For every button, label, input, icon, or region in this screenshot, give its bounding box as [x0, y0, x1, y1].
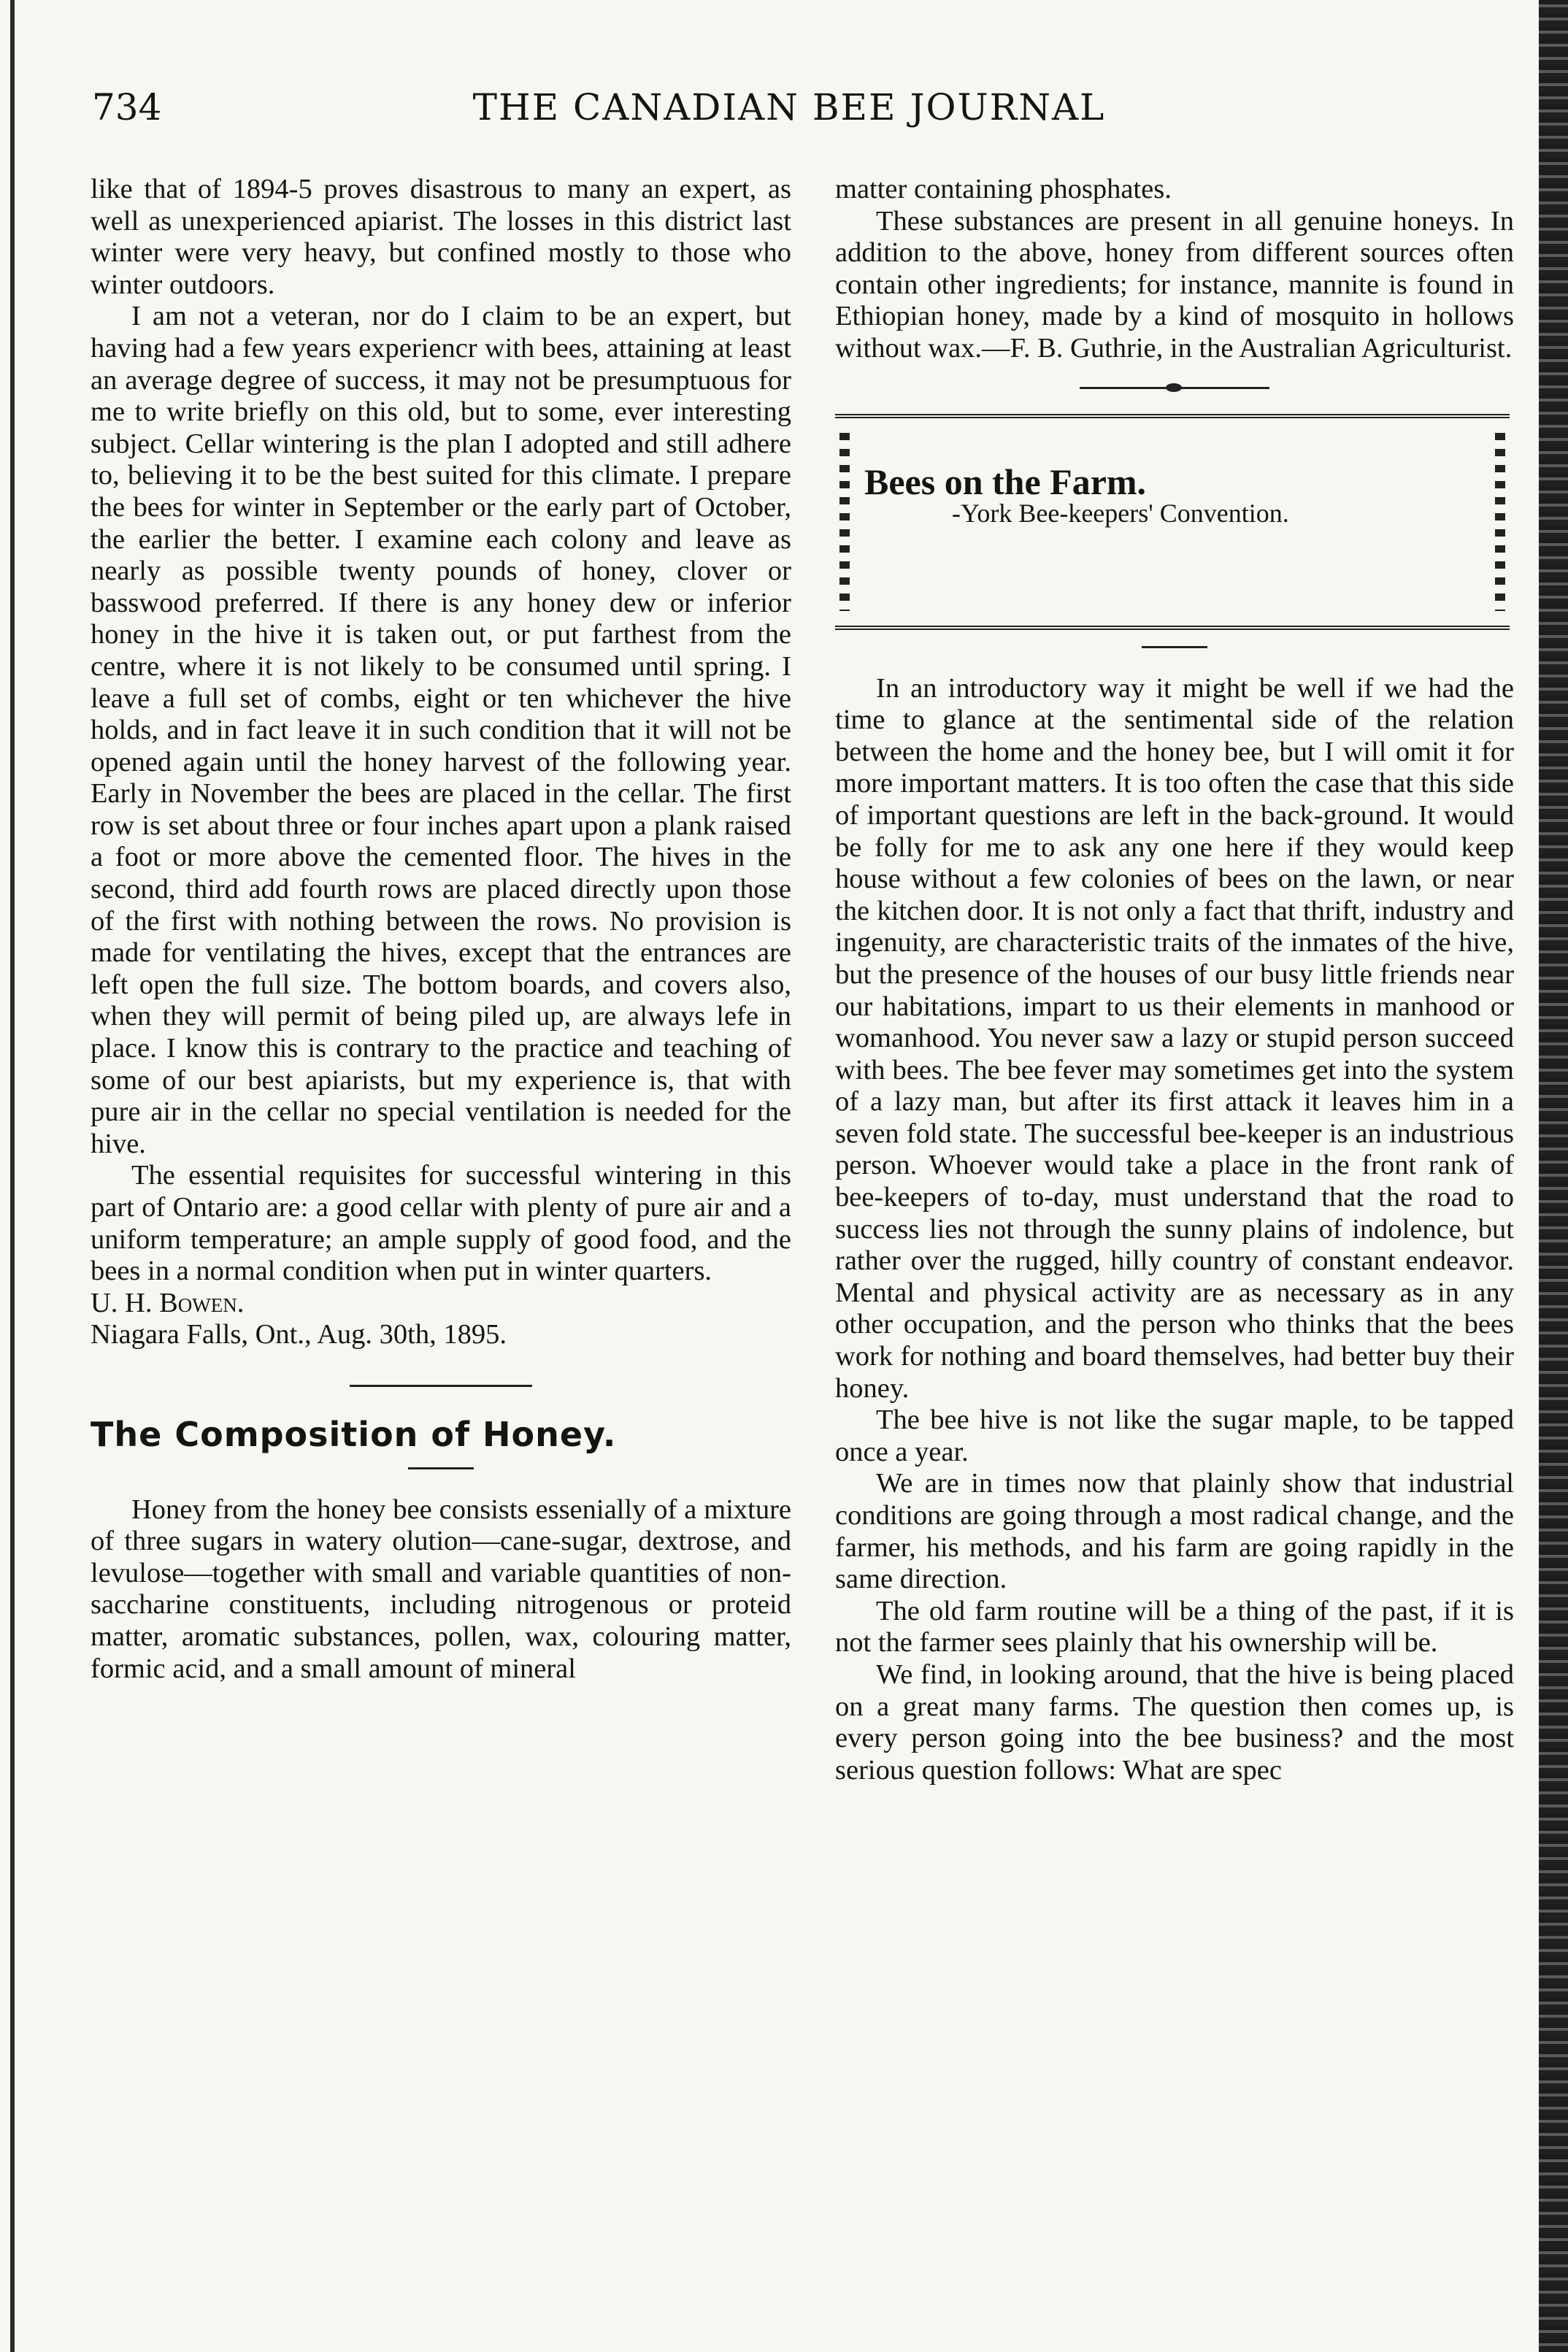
author-place-date: Niagara Falls, Ont., Aug. 30th, 1895. [91, 1319, 507, 1350]
article-title: Bees on the Farm. [864, 461, 1147, 502]
article-heading [864, 461, 1480, 530]
running-head: THE CANADIAN BEE JOURNAL [472, 86, 1106, 128]
paragraph: In an introductory way it might be well if we had the time to glance at the sentimental side of the relation between the home and the honey bee, but I will omit it for more important matters. It is too often the case that this side of important questions are left in the back-ground. It would be folly for me to ask any one here if they would keep house without a few colonies of bees on the lawn, or near the kitchen door. It is not only a fact that thrift, industry and ingenuity, are characteristic traits of the inmates of the hive, but the presence of the houses of our busy little friends near our habitations, impart to us their elements in manhood or womanhood. You never saw a lazy or stupid person succeed with bees. The bee fever may sometimes get into the system of a lazy man, but after its first attack it leaves him in a seven fold state. The successful bee-keeper is an industrious person. Whoever would take a place in the front rank of bee-keepers of to-day, must understand that the road to success lies not through the sunny plains of indolence, but rather over the rugged, hilly country of constant endeavor. Mental and physical activity are as necessary as in any other occupation, and the person who thinks that the bees work for nothing and board themselves, had better buy their honey. [835, 672, 1514, 1404]
divider-ornament [1166, 383, 1182, 392]
paragraph: matter containing phosphates. [835, 174, 1172, 204]
paragraph: These substances are present in all genuine honeys. In addition to the above, honey from different sources often contain other ingredients; for instance, mannite is found in Ethiopian honey, made by a kind of mosquito in hollows without wax.—F. B. Guthrie, in the Australian Agriculturist. [835, 205, 1514, 364]
paragraph: I am not a veteran, nor do I claim to be an expert, but having had a few years experiencr with bees, attaining at least an average degree of success, it may not be presumptuous for me to write briefly on this old, but to some, ever interesting subject. Cellar wintering is the plan I adopted and still adhere to, believing it to be the best suited for this climate. I prepare the bees for winter in September or the early part of October, the earlier the better. I examine each colony and leave as nearly as possible twenty pounds of honey, clover or basswood preferred. If there is any honey dew or inferior honey in the hive it is taken out, or put farthest from the centre, where it is not likely to be consumed until spring. I leave a full set of combs, eight or ten whichever the hive holds, and in fact leave it in such condition that it will not be opened again until the honey harvest of the following year. Early in November the bees are placed in the cellar. The first row is set about three or four inches apart upon a plank raised a foot or more above the cemented floor. The hives in the second, third add fourth rows are placed directly upon those of the first with nothing between the rows. No provision is made for ventilating the hives, except that the entrances are left open the full size. The bottom boards, and covers also, when they will permit of being piled up, are always lefe in place. I know this is contrary to the practice and teaching of some of our best apiarists, but my experience is, that with pure air in the cellar no special ventilation is needed for the hive. [91, 301, 791, 1159]
left-column [91, 174, 791, 1685]
paragraph: We find, in looking around, that the hive is being placed on a great many farms. The question then comes up, is every person going into the bee business? and the most serious question follows: What are spec [835, 1659, 1514, 1786]
paragraph: The old farm routine will be a thing of the past, if it is not the farmer sees plainly that his ownership will be. [835, 1595, 1514, 1659]
article-heading-box [835, 414, 1510, 630]
paragraph: The bee hive is not like the sugar maple, to be tapped once a year. [835, 1404, 1514, 1467]
section-divider [350, 1385, 532, 1387]
page-right-edge [1539, 0, 1568, 2352]
composition-title: The Composition of Honey. [91, 1414, 617, 1454]
paragraph: Honey from the honey bee consists essenially of a mixture of three sugars in watery olution—cane-sugar, dextrose, and levulose—together with small and variable quantities of non-saccharine constituents, including nitrogenous or proteid matter, aromatic substances, pollen, wax, colouring matter, formic acid, and a small amount of mineral [91, 1494, 791, 1684]
title-divider [408, 1467, 474, 1469]
title-divider [1142, 646, 1207, 648]
right-column [835, 174, 1514, 1786]
article-source: -York Bee-keepers' Convention. [952, 499, 1289, 529]
paragraph: We are in times now that plainly show that industrial conditions are going through a most radical change, and the farmer, his methods, and his farm are going rapidly in the same direction. [835, 1468, 1514, 1595]
page-header [92, 86, 1486, 137]
page-binding-edge [10, 0, 15, 2352]
paragraph: The essential requisites for successful wintering in this part of Ontario are: a good cellar with plenty of pure air and a uniform temperature; an ample supply of good food, and the bees in a normal condition when put in winter quarters. [91, 1160, 791, 1287]
page-number: 734 [92, 86, 162, 128]
author-signature: U. H. Bowen. [91, 1287, 245, 1318]
paragraph: like that of 1894-5 proves disastrous to many an expert, as well as unexperienced apiarist. The losses in this district last winter were very heavy, but confined mostly to those who winter outdoors. [91, 174, 791, 300]
ornamental-divider [1080, 387, 1269, 389]
